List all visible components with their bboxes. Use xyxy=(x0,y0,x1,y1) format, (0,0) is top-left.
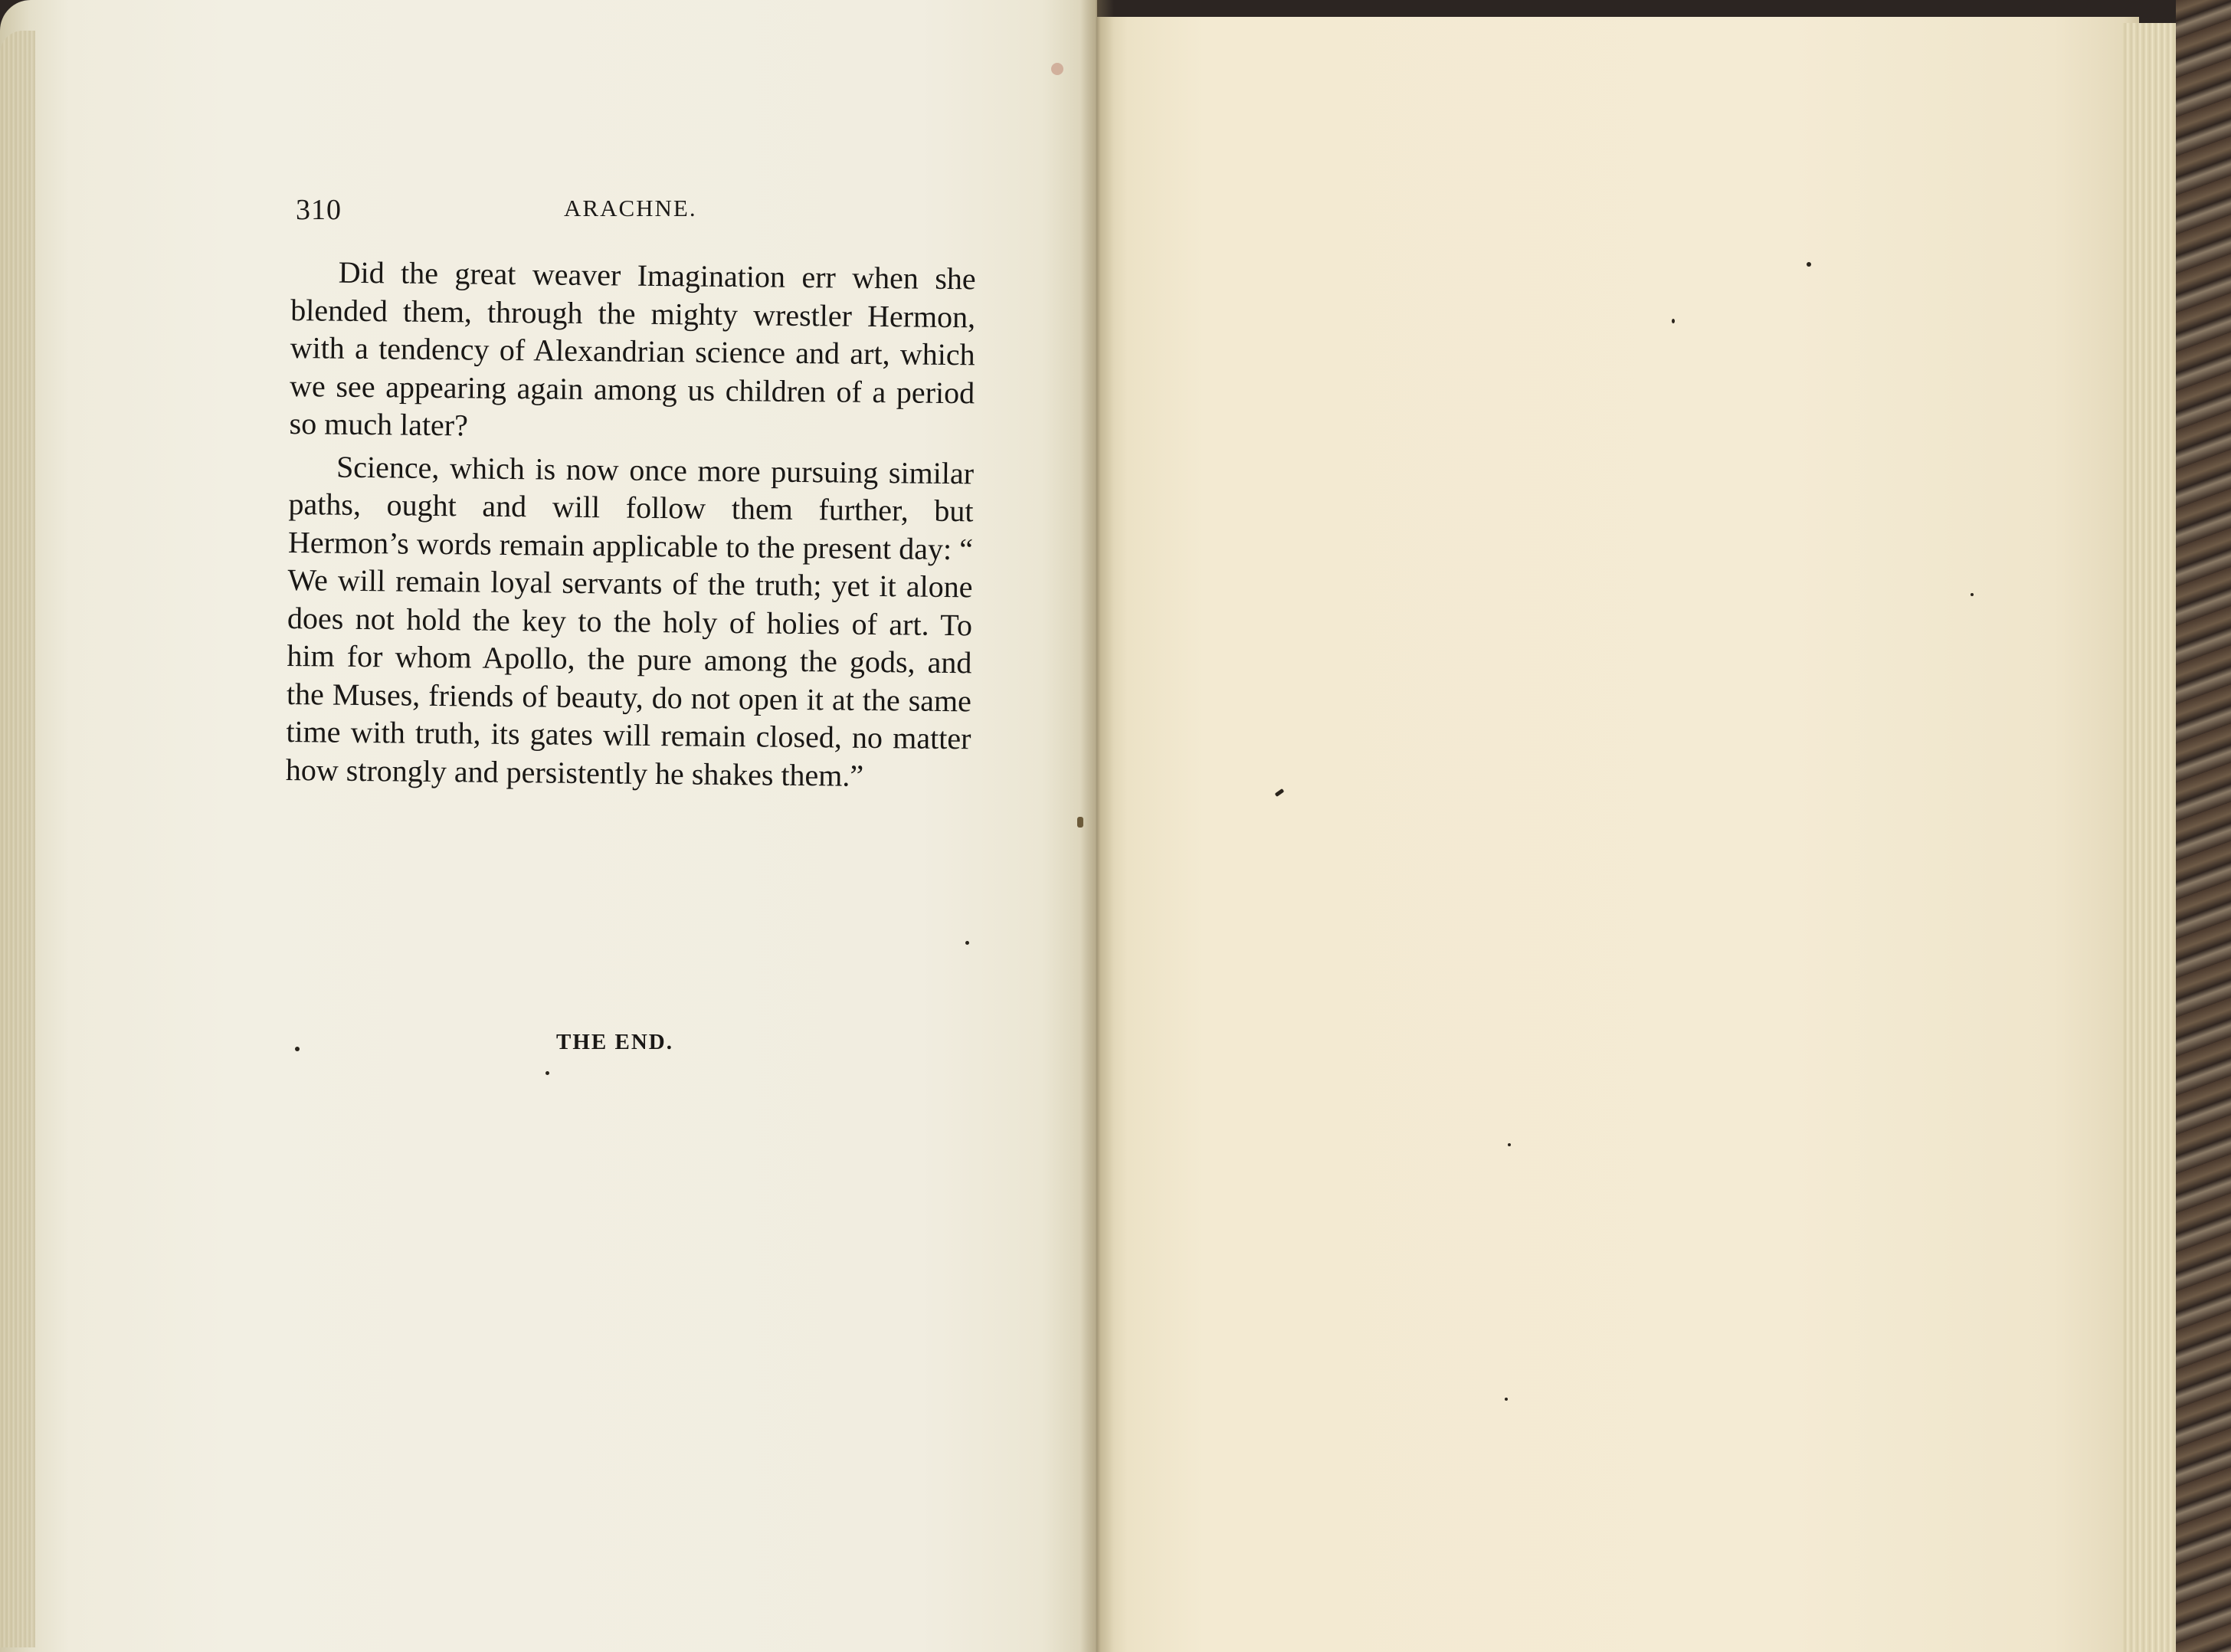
ink-speck xyxy=(1508,1143,1511,1146)
right-page-fore-edge xyxy=(2122,23,2176,1652)
ink-speck xyxy=(965,941,969,945)
page-number: 310 xyxy=(296,194,342,226)
book-gutter xyxy=(1080,0,1114,1652)
left-page xyxy=(0,0,1097,1652)
ink-speck xyxy=(1275,788,1285,797)
the-end-label: THE END. xyxy=(556,1030,673,1054)
left-page-fore-edge xyxy=(0,31,35,1647)
paragraph: Science, which is now once more pursuing similar paths, ought and will follow them further, but Hermon’s words remain applicable to the present day: “ We will remain loyal servants of the truth; yet it alone does not hold the key to the holy of holies of art. To him for whom Apollo, the pure among the gods, and the Muses, friends of beauty, do not open it at the same time with truth, its gates will remain closed, no matter how strongly and persistently he shakes them.” xyxy=(285,449,975,793)
ink-speck xyxy=(295,1047,300,1051)
ink-speck xyxy=(1505,1398,1508,1401)
ink-speck xyxy=(545,1071,549,1075)
paragraph: Did the great weaver Imagination err when she blended them, through the mighty wrestler Hermon, with a tendency of Alexandrian science and art, which we see appearing again among us children of a period so much later? xyxy=(289,254,976,443)
ink-speck xyxy=(1672,319,1675,323)
running-head xyxy=(291,190,720,228)
running-title: ARACHNE. xyxy=(564,195,697,221)
marbled-board-edge xyxy=(2176,0,2231,1652)
right-page xyxy=(1097,17,2139,1652)
ink-speck xyxy=(1807,262,1811,267)
ink-speck xyxy=(1971,593,1974,596)
page-stain xyxy=(1051,63,1063,75)
body-text xyxy=(286,253,976,795)
